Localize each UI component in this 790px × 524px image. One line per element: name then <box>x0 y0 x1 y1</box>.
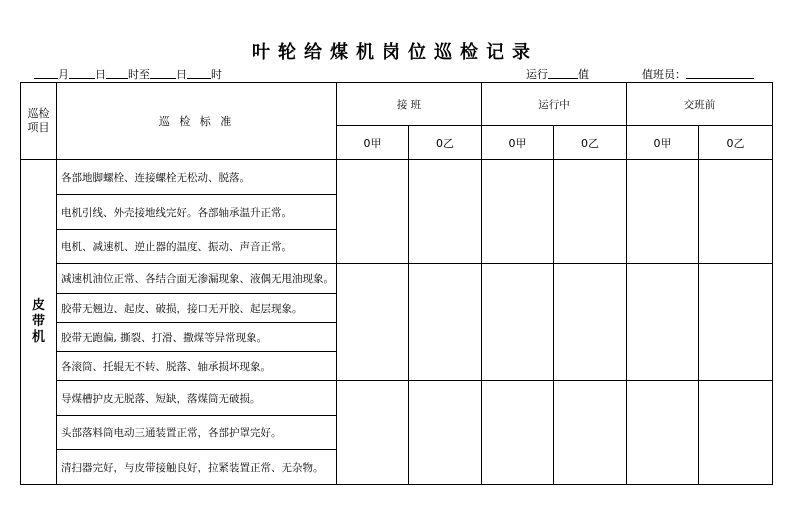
staff-blank[interactable] <box>686 67 754 79</box>
standard-cell: 胶带无翘边、起皮、破损，接口无开胶、起层现象。 <box>57 294 337 323</box>
category-label: 皮 带 机 <box>31 298 45 345</box>
handover-header: 交班前 <box>627 83 773 126</box>
table-row <box>21 381 773 416</box>
running-shift-line <box>526 66 589 82</box>
hour-blank[interactable] <box>106 67 128 79</box>
staff-label: 值班员： <box>642 68 686 81</box>
shift-blank[interactable] <box>548 67 578 79</box>
month-blank[interactable] <box>34 67 58 79</box>
check-cell[interactable] <box>409 160 482 264</box>
check-cell[interactable] <box>337 160 409 264</box>
inspection-table <box>20 82 773 485</box>
table-row <box>21 264 773 294</box>
check-cell[interactable] <box>554 264 627 381</box>
standard-cell: 头部落料筒电动三通装置正常，各部护罩完好。 <box>57 416 337 450</box>
takeover-header: 接 班 <box>337 83 482 126</box>
sub-header-takeover-jia: 0甲 <box>337 126 409 160</box>
hour-to-label: 时至 <box>128 68 150 81</box>
end-day-blank[interactable] <box>150 67 176 79</box>
check-cell[interactable] <box>699 264 773 381</box>
sub-header-handover-yi: 0乙 <box>699 126 773 160</box>
check-cell[interactable] <box>627 160 699 264</box>
sub-header-running-jia: 0甲 <box>482 126 554 160</box>
check-cell[interactable] <box>554 381 627 485</box>
check-cell[interactable] <box>337 264 409 381</box>
check-cell[interactable] <box>554 160 627 264</box>
day-blank[interactable] <box>69 67 95 79</box>
check-cell[interactable] <box>337 381 409 485</box>
standard-header: 巡 检 标 准 <box>57 83 337 160</box>
sub-header-running-yi: 0乙 <box>554 126 627 160</box>
standard-cell: 各部地脚螺栓、连接螺栓无松动、脱落。 <box>57 160 337 195</box>
item-header: 巡检 项目 <box>21 83 57 160</box>
check-cell[interactable] <box>699 381 773 485</box>
standard-cell: 电机引线、外壳接地线完好。各部轴承温升正常。 <box>57 195 337 230</box>
table-row <box>21 160 773 195</box>
page-title: 叶轮给煤机岗位巡检记录 <box>252 42 538 63</box>
month-label: 月 <box>58 68 69 81</box>
check-cell[interactable] <box>482 381 554 485</box>
check-cell[interactable] <box>409 264 482 381</box>
standard-cell: 胶带无跑偏, 撕裂、打滑、撒煤等异常现象。 <box>57 323 337 352</box>
date-range-line <box>34 66 222 82</box>
check-cell[interactable] <box>482 264 554 381</box>
sub-header-takeover-yi: 0乙 <box>409 126 482 160</box>
check-cell[interactable] <box>627 264 699 381</box>
shift-duty-label: 值 <box>578 68 589 81</box>
standard-cell: 减速机油位正常、各结合面无渗漏现象、液偶无甩油现象。 <box>57 264 337 294</box>
check-cell[interactable] <box>409 381 482 485</box>
end-hour-blank[interactable] <box>187 67 211 79</box>
category-cell <box>21 160 57 485</box>
standard-cell: 各滚筒、托辊无不转、脱落、轴承损坏现象。 <box>57 352 337 381</box>
check-cell[interactable] <box>482 160 554 264</box>
end-hour-label: 时 <box>211 68 222 81</box>
standard-cell: 电机、减速机、逆止器的温度、振动、声音正常。 <box>57 230 337 264</box>
standard-cell: 导煤槽护皮无脱落、短缺，落煤筒无破损。 <box>57 381 337 416</box>
day-label: 日 <box>95 68 106 81</box>
running-header: 运行中 <box>482 83 627 126</box>
end-day-label: 日 <box>176 68 187 81</box>
check-cell[interactable] <box>699 160 773 264</box>
sub-header-handover-jia: 0甲 <box>627 126 699 160</box>
staff-line <box>642 66 754 82</box>
running-label: 运行 <box>526 68 548 81</box>
standard-cell: 清扫器完好，与皮带接触良好，拉紧装置正常、无杂物。 <box>57 450 337 485</box>
check-cell[interactable] <box>627 381 699 485</box>
